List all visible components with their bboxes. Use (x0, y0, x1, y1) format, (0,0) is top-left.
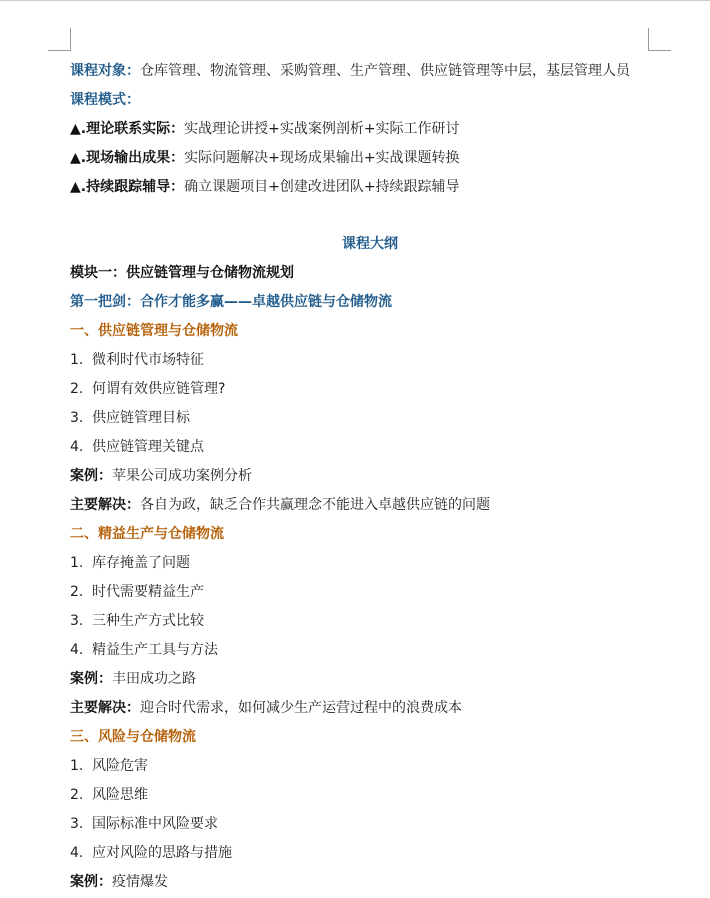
list-item (70, 550, 670, 579)
audience-text: 仓库管理、物流管理、采购管理、生产管理、供应链管理等中层，基层管理人员 (140, 63, 630, 79)
solve-text: 各自为政，缺乏合作共赢理念不能进入卓越供应链的问题 (140, 497, 490, 513)
mode-item (70, 145, 670, 174)
list-number: 4. (70, 642, 84, 658)
list-number: 1. (70, 555, 84, 571)
list-number: 2. (70, 584, 84, 600)
case-text: 苹果公司成功案例分析 (112, 468, 252, 484)
list-text: 风险思维 (92, 787, 148, 803)
margin-corner-mark-right (648, 28, 671, 51)
list-number: 4. (70, 439, 84, 455)
list-item (70, 347, 670, 376)
list-text: 何谓有效供应链管理? (92, 381, 226, 397)
list-text: 风险危害 (92, 758, 148, 774)
list-number: 3. (70, 410, 84, 426)
list-item (70, 579, 670, 608)
section-heading: 一、供应链管理与仓储物流 (70, 323, 238, 339)
section-heading: 二、精益生产与仓储物流 (70, 526, 224, 542)
list-text: 国际标准中风险要求 (92, 816, 218, 832)
solve-label: 主要解决： (70, 700, 140, 716)
list-text: 微利时代市场特征 (92, 352, 204, 368)
list-item (70, 782, 670, 811)
list-text: 供应链管理关键点 (92, 439, 204, 455)
case-label: 案例： (70, 671, 112, 687)
document-body (70, 58, 670, 898)
list-text: 精益生产工具与方法 (92, 642, 218, 658)
margin-corner-mark-left (48, 28, 71, 51)
mode-line (70, 87, 670, 116)
case-line (70, 463, 670, 492)
page-top-edge (0, 0, 710, 1)
list-number: 2. (70, 381, 84, 397)
solve-line (70, 695, 670, 724)
list-number: 3. (70, 613, 84, 629)
spacer (70, 203, 670, 231)
mode-item (70, 116, 670, 145)
list-text: 供应链管理目标 (92, 410, 190, 426)
mode-item (70, 174, 670, 203)
mode-item-text: 实际问题解决+现场成果输出+实战课题转换 (184, 150, 460, 166)
mode-item-text: 实战理论讲授+实战案例剖析+实际工作研讨 (184, 121, 460, 137)
case-label: 案例： (70, 468, 112, 484)
case-line (70, 869, 670, 898)
list-item (70, 811, 670, 840)
mode-item-label: ▲.现场输出成果： (70, 150, 185, 166)
list-item (70, 753, 670, 782)
list-number: 4. (70, 845, 84, 861)
mode-item-label: ▲.理论联系实际： (70, 121, 185, 137)
list-text: 库存掩盖了问题 (92, 555, 190, 571)
case-line (70, 666, 670, 695)
list-item (70, 434, 670, 463)
section-heading: 三、风险与仓储物流 (70, 729, 196, 745)
solve-label: 主要解决： (70, 497, 140, 513)
mode-label: 课程模式： (70, 92, 140, 108)
list-text: 三种生产方式比较 (92, 613, 204, 629)
list-number: 1. (70, 758, 84, 774)
case-text: 疫情爆发 (112, 874, 168, 890)
audience-label: 课程对象： (70, 63, 140, 79)
case-text: 丰田成功之路 (112, 671, 196, 687)
mode-item-text: 确立课题项目+创建改进团队+持续跟踪辅导 (184, 179, 460, 195)
list-item (70, 608, 670, 637)
solve-line (70, 492, 670, 521)
audience-line (70, 58, 670, 87)
list-item (70, 637, 670, 666)
list-number: 3. (70, 816, 84, 832)
list-text: 时代需要精益生产 (92, 584, 204, 600)
solve-text: 迎合时代需求，如何减少生产运营过程中的浪费成本 (140, 700, 462, 716)
list-item (70, 405, 670, 434)
list-number: 1. (70, 352, 84, 368)
list-number: 2. (70, 787, 84, 803)
list-item (70, 840, 670, 869)
list-text: 应对风险的思路与措施 (92, 845, 232, 861)
module-heading: 模块一：供应链管理与仓储物流规划 (70, 265, 294, 281)
list-item (70, 376, 670, 405)
case-label: 案例： (70, 874, 112, 890)
mode-item-label: ▲.持续跟踪辅导： (70, 179, 185, 195)
sword-heading: 第一把剑：合作才能多赢——卓越供应链与仓储物流 (70, 294, 392, 310)
outline-title: 课程大纲 (342, 236, 398, 252)
